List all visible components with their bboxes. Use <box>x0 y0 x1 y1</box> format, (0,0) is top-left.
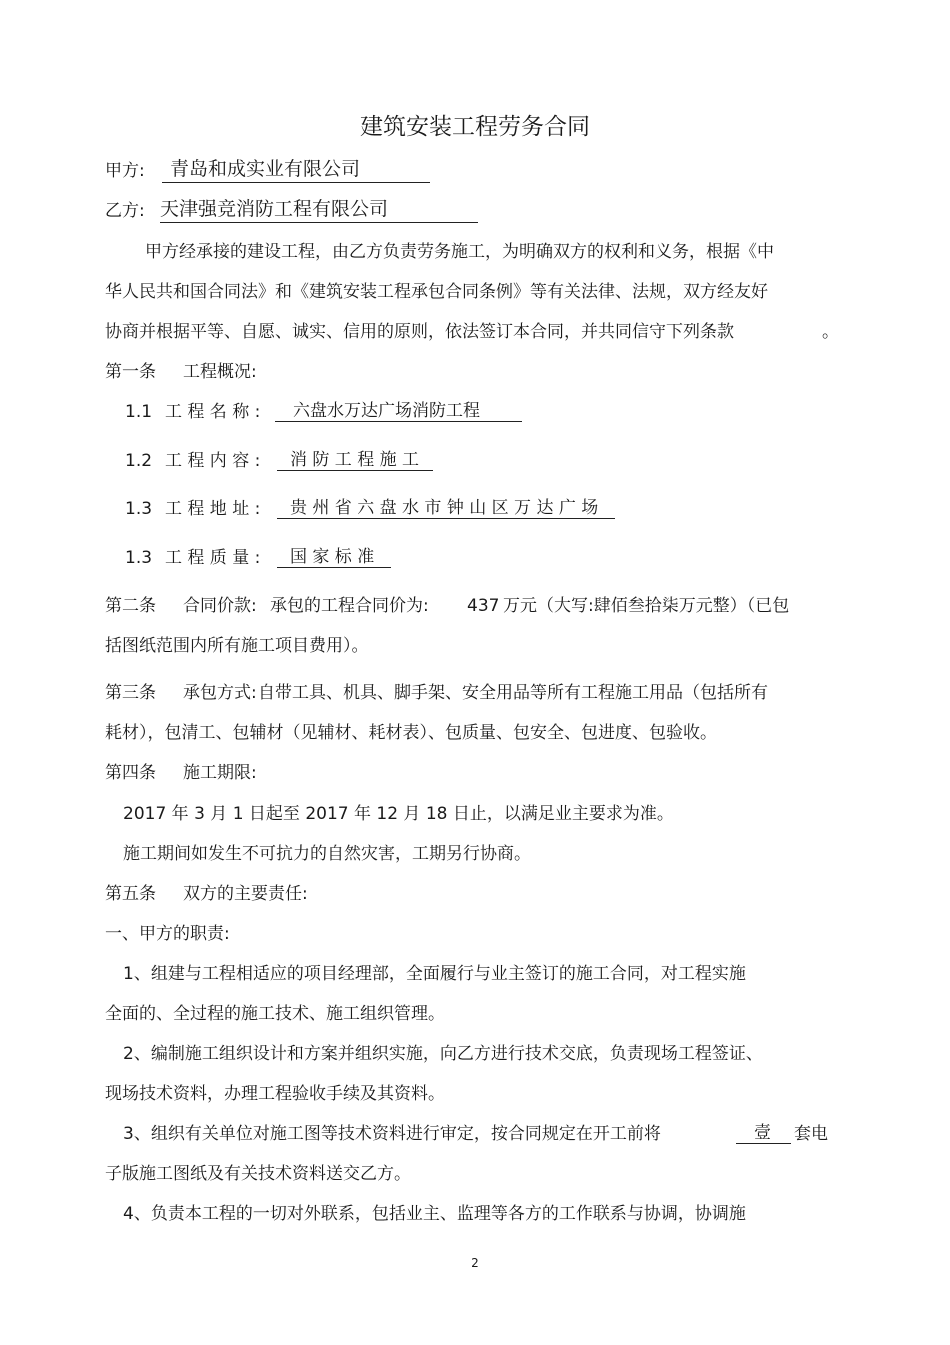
duty-text: 3、组织有关单位对施工图等技术资料进行审定，按合同规定在开工前将 <box>123 1124 661 1144</box>
article-5-title: 双方的主要责任: <box>183 884 308 904</box>
party-a-underline <box>162 182 430 183</box>
item-value: 国 家 标 准 <box>290 547 375 567</box>
contract-amount: 437 <box>467 596 500 616</box>
party-b-name: 天津强竞消防工程有限公司 <box>160 198 389 220</box>
duty-text: 套电 <box>794 1124 828 1144</box>
duty-text: 全面的、全过程的施工技术、施工组织管理。 <box>105 1004 445 1024</box>
preamble-line: 协商并根据平等、自愿、诚实、信用的原则，依法签订本合同，并共同信守下列条款 <box>105 322 734 342</box>
copy-count: 壹 <box>754 1123 771 1143</box>
item-number: 1.1 <box>125 402 153 422</box>
article-5-heading: 第五条 <box>105 884 156 904</box>
duty-text: 2、编制施工组织设计和方案并组织实施，向乙方进行技术交底，负责现场工程签证、 <box>123 1044 763 1064</box>
article-1-title: 工程概况: <box>183 362 257 382</box>
item-underline <box>275 421 522 422</box>
item-value: 六盘水万达广场消防工程 <box>293 401 480 421</box>
item-value: 贵 州 省 六 盘 水 市 钟 山 区 万 达 广 场 <box>290 498 599 518</box>
item-label: 工 程 质 量 : <box>165 548 261 568</box>
article-2-text: 承包的工程合同价为: <box>270 596 429 616</box>
party-a-label: 甲方: <box>105 161 145 181</box>
party-a-name: 青岛和成实业有限公司 <box>170 158 361 180</box>
preamble-line: 甲方经承接的建设工程，由乙方负责劳务施工，为明确双方的权利和义务，根据《中 <box>145 242 774 262</box>
article-4-text: 施工期间如发生不可抗力的自然灾害，工期另行协商。 <box>123 844 531 864</box>
article-3-text: 自带工具、机具、脚手架、安全用品等所有工程施工用品（包括所有 <box>258 683 768 703</box>
item-number: 1.3 <box>125 499 153 519</box>
item-label: 工 程 内 容 : <box>165 451 261 471</box>
article-2-heading: 第二条 <box>105 596 156 616</box>
article-4-heading: 第四条 <box>105 763 156 783</box>
preamble-period: 。 <box>822 322 839 342</box>
article-4-title: 施工期限: <box>183 763 257 783</box>
item-underline <box>277 470 433 471</box>
item-value: 消 防 工 程 施 工 <box>290 450 420 470</box>
article-3-text: 耗材），包清工、包辅材（见辅材、耗材表）、包质量、包安全、包进度、包验收。 <box>105 723 717 743</box>
duty-text: 1、组建与工程相适应的项目经理部，全面履行与业主签订的施工合同，对工程实施 <box>123 964 746 984</box>
item-label: 工 程 名 称 : <box>165 402 261 422</box>
item-number: 1.2 <box>125 451 153 471</box>
article-3-heading: 第三条 <box>105 683 156 703</box>
article-2-text: 括图纸范围内所有施工项目费用）。 <box>105 636 369 656</box>
article-1-heading: 第一条 <box>105 362 156 382</box>
item-number: 1.3 <box>125 548 153 568</box>
duty-text: 4、负责本工程的一切对外联系，包括业主、监理等各方的工作联系与协调，协调施 <box>123 1204 746 1224</box>
article-2-title: 合同价款: <box>183 596 257 616</box>
article-4-text: 2017 年 3 月 1 日起至 2017 年 12 月 18 日止，以满足业主要求为准。 <box>123 804 674 824</box>
article-3-title: 承包方式: <box>183 683 257 703</box>
page-number: 2 <box>471 1256 479 1270</box>
party-b-label: 乙方: <box>105 201 145 221</box>
item-underline <box>277 518 615 519</box>
duty-text: 子版施工图纸及有关技术资料送交乙方。 <box>105 1164 411 1184</box>
party-b-underline <box>160 222 478 223</box>
item-label: 工 程 地 址 : <box>165 499 261 519</box>
article-2-text: 万元（大写:肆佰叁拾柒万元整）（已包 <box>503 596 790 616</box>
section-heading: 一、甲方的职责: <box>105 924 230 944</box>
item-underline <box>277 567 391 568</box>
copy-count-underline <box>736 1143 791 1144</box>
preamble-line: 华人民共和国合同法》和《建筑安装工程承包合同条例》等有关法律、法规，双方经友好 <box>105 282 768 302</box>
duty-text: 现场技术资料，办理工程验收手续及其资料。 <box>105 1084 445 1104</box>
document-title: 建筑安装工程劳务合同 <box>360 114 590 140</box>
